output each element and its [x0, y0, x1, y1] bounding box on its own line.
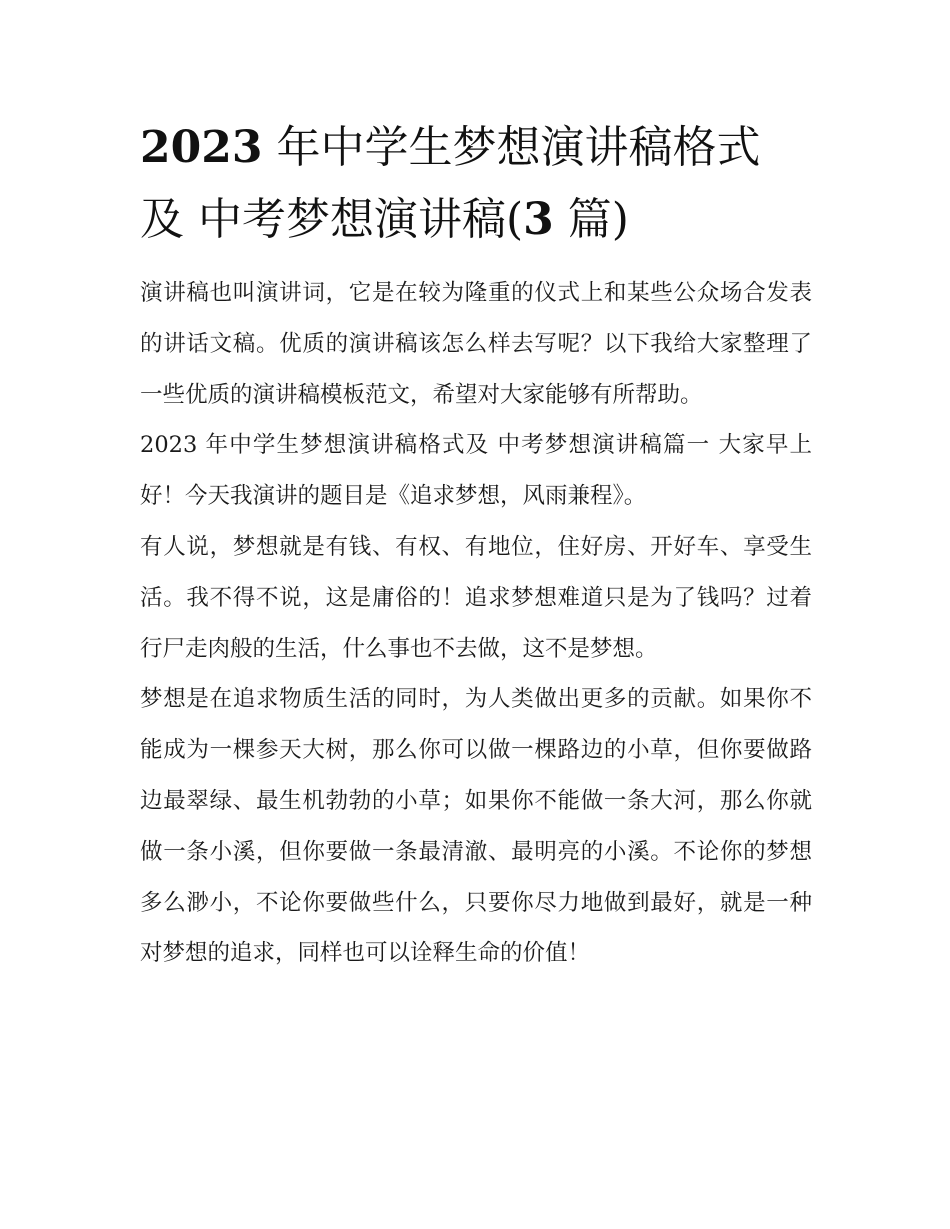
document-body	[140, 112, 812, 979]
title-line-2-end: 篇)	[553, 194, 629, 245]
section-heading-paragraph: 2023 年中学生梦想演讲稿格式及 中考梦想演讲稿篇一 大家早上好！今天我演讲的题目是《追求梦想，风雨兼程》。	[140, 432, 812, 510]
document-title	[140, 112, 812, 256]
title-year: 2023	[140, 122, 263, 173]
intro-paragraph: 演讲稿也叫演讲词，它是在较为隆重的仪式上和某些公众场合发表的讲话文稿。优质的演讲稿该怎么样去写呢？以下我给大家整理了一些优质的演讲稿模板范文，希望对大家能够有所帮助。	[140, 280, 812, 408]
title-line-2-start: 及 中考梦想演讲稿(	[140, 194, 524, 245]
body-paragraph: 有人说，梦想就是有钱、有权、有地位，住好房、开好车、享受生活。我不得不说，这是庸俗的！追求梦想难道只是为了钱吗？过着行尸走肉般的生活，什么事也不去做，这不是梦想。	[140, 533, 812, 662]
title-line-1: 年中学生梦想演讲稿格式	[276, 122, 761, 173]
title-count: 3	[523, 194, 554, 245]
body-paragraph: 梦想是在追求物质生活的同时，为人类做出更多的贡献。如果你不能成为一棵参天大树，那么你可以做一棵路边的小草，但你要做路边最翠绿、最生机勃勃的小草；如果你不能做一条大河，那么你就做一条小溪，但你要做一条最清澈、最明亮的小溪。不论你的梦想多么渺小，不论你要做些什么，只要你尽力地做到最好，就是一种对梦想的追求，同样也可以诠释生命的价值！	[140, 686, 812, 967]
